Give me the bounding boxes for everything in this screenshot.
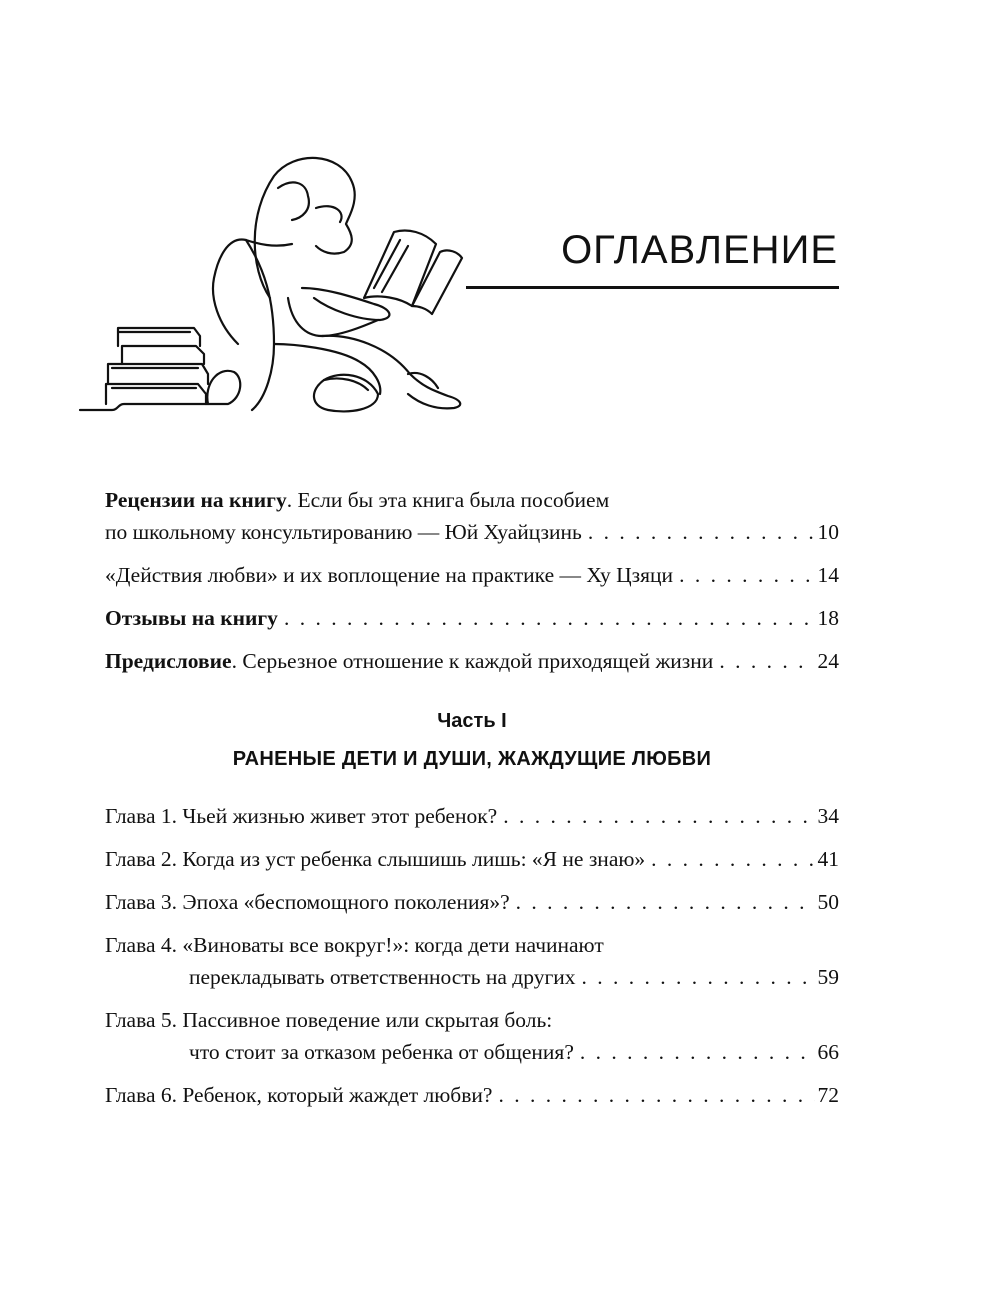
toc-chapter-6[interactable] (105, 1079, 839, 1111)
dot-leader (278, 602, 815, 634)
dot-leader (582, 516, 815, 548)
chapter-title-cont: перекладывать ответственность на других (189, 965, 576, 989)
dot-leader (673, 559, 815, 591)
entry-bold-label: Предисловие (105, 649, 232, 673)
page-number: 50 (817, 890, 839, 914)
front-matter-list (105, 484, 839, 677)
dot-leader (574, 1036, 815, 1068)
page-title: ОГЛАВЛЕНИЕ (561, 228, 838, 272)
chapter-label: Глава 5. (105, 1008, 177, 1032)
entry-text-cont: по школьному консультированию — Юй Хуайцзинь (105, 520, 582, 544)
page-number: 34 (817, 804, 839, 828)
part-title: РАНЕНЫЕ ДЕТИ И ДУШИ, ЖАЖДУЩИЕ ЛЮБВИ (232, 748, 712, 770)
dot-leader (576, 961, 815, 993)
child-head (255, 158, 355, 298)
toc-entry-actions-of-love[interactable] (105, 559, 839, 591)
dot-leader (497, 800, 815, 832)
page-number: 66 (817, 1040, 839, 1064)
dot-leader (645, 843, 815, 875)
dot-leader (713, 645, 815, 677)
page-number: 14 (817, 563, 839, 587)
child-reading-illustration (78, 148, 478, 420)
toc-chapter-3[interactable] (105, 886, 839, 918)
chapter-label: Глава 2. (105, 847, 177, 871)
dot-leader (492, 1079, 815, 1111)
chapter-title-cont: что стоит за отказом ребенка от общения? (189, 1040, 574, 1064)
toc-entry-preface[interactable] (105, 645, 839, 677)
chapter-label: Глава 1. (105, 804, 177, 828)
page-number: 18 (817, 606, 839, 630)
chapter-title: Когда из уст ребенка слышишь лишь: «Я не знаю» (182, 847, 646, 871)
chapter-title: Ребенок, который жаждет любви? (182, 1083, 493, 1107)
dot-leader (510, 886, 815, 918)
page-number: 10 (817, 520, 839, 544)
toc-chapter-2[interactable] (105, 843, 839, 875)
part-label: Часть I (437, 710, 507, 732)
entry-text: . Если бы эта книга была пособием (286, 488, 610, 512)
chapter-list (105, 800, 839, 1111)
chapter-label: Глава 4. (105, 933, 177, 957)
chapter-title: Чьей жизнью живет этот ребенок? (182, 804, 498, 828)
toc-chapter-5[interactable] (105, 1004, 839, 1068)
entry-text: . Серьезное отношение к каждой приходящей жизни (231, 649, 714, 673)
chapter-title: «Виноваты все вокруг!»: когда дети начинают (182, 933, 604, 957)
entry-bold-label: Отзывы на книгу (105, 606, 278, 630)
page-number: 72 (817, 1083, 839, 1107)
entry-text: «Действия любви» и их воплощение на практике — Ху Цзяци (105, 563, 674, 587)
toc-entry-reviews[interactable] (105, 484, 839, 548)
page-number: 41 (817, 847, 839, 871)
page-number: 24 (817, 649, 839, 673)
toc-entry-feedback[interactable] (105, 602, 839, 634)
title-underline (466, 286, 839, 289)
chapter-label: Глава 3. (105, 890, 177, 914)
entry-bold-label: Рецензии на книгу (105, 488, 287, 512)
chapter-title: Эпоха «беспомощного поколения»? (182, 890, 510, 914)
page-number: 59 (817, 965, 839, 989)
toc-chapter-1[interactable] (105, 800, 839, 832)
chapter-label: Глава 6. (105, 1083, 177, 1107)
chapter-title: Пассивное поведение или скрытая боль: (182, 1008, 553, 1032)
toc-chapter-4[interactable] (105, 929, 839, 993)
